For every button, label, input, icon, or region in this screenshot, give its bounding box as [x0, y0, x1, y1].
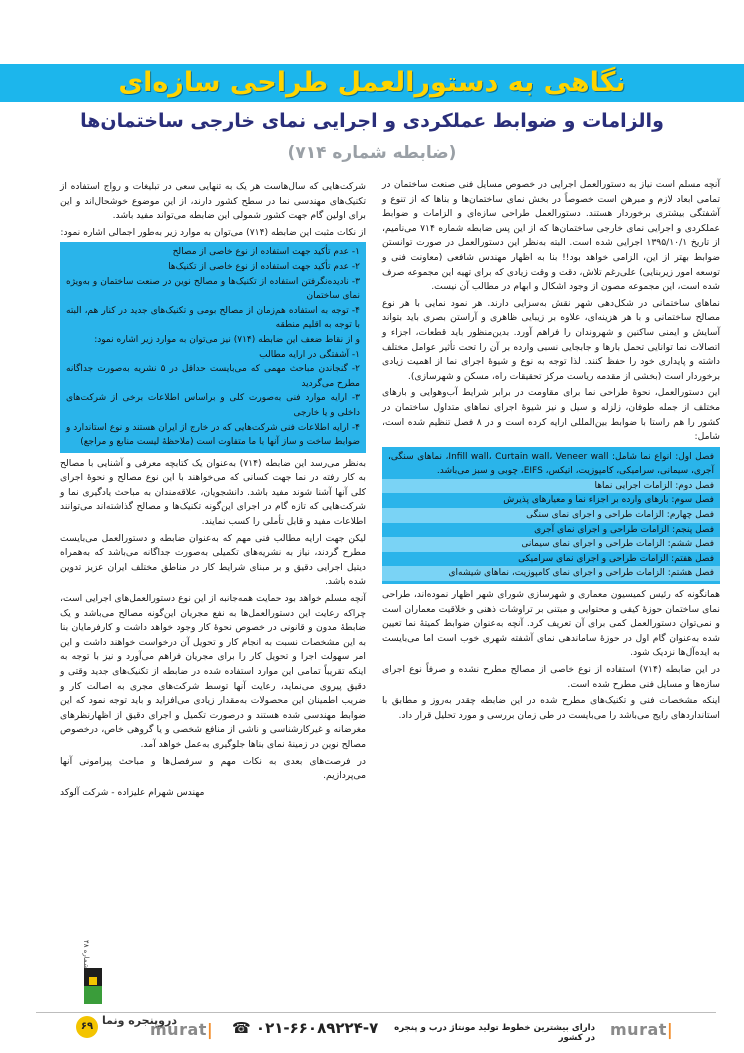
author-signature: مهندس شهرام علیزاده - شرکت آلوکد: [60, 786, 205, 798]
chapter-item: فصل اول: انواع نما شامل: Infill wall، Curtain wall، Veneer wall، نماهای سنگی، آجری، سیمانی، سرامیکی، کامپوزیت، اتیکس، EIFS، چوبی و سبز می‌باشد.: [388, 451, 714, 477]
footer-tagline: دارای بیشترین خطوط تولید مونتاژ درب و پنجره در کشور: [394, 1023, 595, 1043]
issue-label: شماره ۴۸: [82, 940, 90, 969]
positive-item: ۳- نادیده‌نگرفتن استفاده از تکنیک‌ها و مصالح نوین در صنعت ساختمان و به‌ویژه نمای ساختمان: [66, 276, 360, 302]
chapter-item: فصل دوم: الزامات اجرایی نماها: [382, 479, 720, 494]
phone-text: ۰۲۱-۶۶۰۸۹۲۲۴-۷: [255, 1019, 379, 1037]
logo-accent: |: [666, 1020, 674, 1039]
positive-item: ۱- عدم تأکید جهت استفاده از نوع خاصی از مصالح: [172, 247, 360, 258]
section-intro: و از نقاط ضعف این ضابطه (۷۱۴) نیز می‌توان به موارد زیر اشاره نمود:: [94, 334, 360, 345]
page-title: نگاهی به دستورالعمل طراحی سازه‌ای: [118, 67, 626, 98]
chapter-item: فصل پنجم: الزامات طراحی و اجرای نمای آجری: [534, 524, 714, 535]
paragraph: همانگونه که رئیس کمیسیون معماری و شهرسازی شورای شهر اظهار نموده‌اند، طراحی نمای ساختمان حوزهٔ کیفی و محتوایی و مبتنی بر تراوشات ذهنی و خلاقیت معماران است و نمی‌توان دستورالعمل کمی برای آن تعریف کرد. آنچه به‌عنوان ضوابط کمیتهٔ نما تعیین شده به‌عنوان گام اول در حوزهٔ ساماندهی نمای آشفته شهری خوب است اما می‌بایست به ایده‌آل‌ها نزدیک شود.: [382, 589, 720, 659]
paragraph: از نکات مثبت این ضابطه (۷۱۴) می‌توان به موارد زیر به‌طور اجمالی اشاره نمود:: [60, 226, 366, 238]
paragraph: این دستورالعمل، نحوهٔ طراحی نما برای مقاومت در برابر شرایط آب‌وهوایی و بارهای مختلف از جمله طوفان، زلزله و سیل و نیز شیوهٔ اجرای نماهای متداول ساختمان در کشور را هم راستا با ضوابط بین‌المللی ارایه کرده است و در ۸ فصل تنظیم شده است، شامل:: [382, 387, 720, 443]
pros-cons-box: [60, 242, 366, 452]
left-column: [60, 180, 366, 802]
phone-number: [232, 1019, 378, 1037]
page-number: ۶۹: [76, 1016, 98, 1038]
paragraph: در این ضابطه (۷۱۴) استفاده از نوع خاصی از مصالح مطرح نشده و صرفاً نوع اجرای سازه‌ها و مسایل فنی مطرح شده است.: [382, 664, 720, 690]
chapter-item: فصل چهارم: الزامات طراحی و اجرای نمای سنگی: [382, 508, 720, 523]
paragraph: شرکت‌هایی که سال‌هاست هر یک به تنهایی سعی در تبلیغات و رواج استفاده از تکنیک‌های مهندسی نما در سطح کشور دارند، از این موضوع خوشحال‌اند و این برای اولین گام جهت کشور شمولی این ضابطه می‌تواند مفید باشد.: [60, 181, 366, 222]
murat-logo: [610, 1020, 673, 1039]
paragraph: نماهای ساختمانی در شکل‌دهی شهر نقش به‌سزایی دارند. هر نمود نمایی با هر نوع مصالح ساختمانی و با هر هزینه‌ای، علاوه بر زیبایی ظاهری و آراستن بصری باید بتواند آسایش و ایمنی ساکنین و شهروندان را فراهم آورد. بدین‌منظور باید قطعات، اجزاء و اتصالات نما توانایی تحمل بارها و جابجایی نسبی وارده بر آن را تحت تأثیر عوامل مختلف داشته و پایداری خود را حفظ کنند. لذا توجه به نوع و شیوهٔ اجرای نما از اهمیت زیادی برخوردار است (بخشی از مقدمه ریاست مرکز تحقیقات راه، مسکن و شهرسازی).: [382, 297, 720, 382]
positive-item: ۲- عدم تأکید جهت استفاده از نوع خاصی از تکنیک‌ها: [168, 261, 360, 272]
chapters-box: [382, 447, 720, 584]
magazine-logo-icon: [84, 968, 102, 1014]
magazine-name: دروپنجره ونما: [102, 1014, 178, 1027]
negative-item: ۴- ارایه اطلاعات فنی شرکت‌هایی که در خارج از ایران هستند و نوع استاندارد و ضوابط ساخت و ساز آنها با ما متفاوت است (ملاحظهٔ لیست منابع و مراجع): [66, 422, 360, 448]
paragraph: لیکن جهت ارایه مطالب فنی مهم که به‌عنوان ضابطه و دستورالعمل می‌بایست مطرح گردند، نیاز به نشریه‌های تکمیلی به‌صورت جداگانه می‌باشد که به‌همراه دیتیل اجرایی دقیق و بر مبنای شرایط کار در مناطق مختلف ایران عزیز تدوین شده باشد.: [60, 532, 366, 588]
negative-item: ۱- آشفتگی در ارایه مطالب: [259, 349, 360, 360]
paragraph: آنچه مسلم خواهد بود حمایت همه‌جانبه از این نوع دستورالعمل‌های اجرایی است، چراکه رعایت این دستورالعمل‌ها به نفع مجریان این‌گونه مصالح می‌باشد و یک ضابطهٔ مدون و قانونی در خصوص نحوهٔ کار وجود خواهد داشت و کارفرمایان بنا به این مشخصات نسبت به انجام کار و تحویل آن درخواست خواهند داشت و این امر سهولت اجرا و تحویل کار را برای مجریان فراهم می‌آورد و نیز با توجه به اینکه تقریباً تمامی این موارد استفاده شده در ضابطه از تکنیک‌های جدید وقتی و دقیق پیروی می‌نماید، رعایت آنها توسط شرکت‌های مجری به اصالت کار و ضریب اطمینان این محصولات به‌مقدار زیادی می‌افزاید و باید توجه نمود که این ضوابط مهندسی شده هستند و درصورت تکمیل و اجرای دقیق از اظهارنظرهای مغرضانه و غیرکارشناسی و ناشی از منافع شخصی و یا گروهی خاص، درخصوص مصالح نوین در زمینهٔ نمای بناها جلوگیری به‌عمل خواهد آمد.: [60, 593, 366, 750]
paragraph: اینکه مشخصات فنی و تکنیک‌های مطرح شده در این ضابطه چقدر به‌روز و مطابق با استانداردهای رایج می‌باشد را می‌بایست در طی زمان بررسی و مورد تحلیل قرار داد.: [382, 695, 720, 721]
chapter-item: فصل هفتم: الزامات طراحی و اجرای نمای سرامیکی: [518, 553, 714, 564]
logo-text: murat: [610, 1020, 667, 1039]
paragraph: به‌نظر می‌رسد این ضابطه (۷۱۴) به‌عنوان یک کتابچه معرفی و آشنایی با مصالح به کار رفته در نما جهت کسانی که می‌خواهند با این نوع مصالح و نحوهٔ اجرای کلی آنها آشنا شوند مفید باشد. دانشجویان، علاقه‌مندان به مباحث یادگیری نما و شرکت‌هایی که تازه گام در اجرای این‌گونه تکنیک‌ها و مصالح گذاشته‌اند می‌توانند اطلاعات مفید و قابل تأملی را کسب نمایند.: [60, 457, 367, 528]
logo-text: murat: [150, 1020, 207, 1039]
paragraph: آنچه مسلم است نیاز به دستورالعمل اجرایی در خصوص مسایل فنی صنعت ساختمان در تمامی ابعاد لازم و مبرهن است خصوصاً در بخش نمای ساختمان‌ها و بناها که از تنوع و آشفتگی بیشتری برخوردار هستند. دستورالعمل طراحی سازه‌ای و الزامات و ضوابط عملکردی و اجرایی نمای خارجی ساختمان‌ها که از این پس ضابطه شماره ۷۱۴ می‌نامیم، از تاریخ ۱۳۹۵/۱۰/۱ اجرایی شده است. البته به‌نظر این دستورالعمل در صورت توانستن ضوابط بهتر از این، الزامی خواهد بود!! بنا به اظهار مهندس شافعی (معاونت فنی و توسعه امور زیربنایی) علی‌رغم تلاش، دقت و وقت زیادی که برای تهیه این مجموعه صرف شده است، این مجموعه مصون از وجود اشکال و ابهام در مطالب آن نیست.: [382, 179, 720, 293]
right-column: [382, 178, 720, 725]
chapter-item: فصل سوم: بارهای وارده بر اجزاء نما و معیارهای پذیرش: [503, 495, 714, 506]
logo-accent: |: [206, 1020, 214, 1039]
chapter-item: فصل هشتم: الزامات طراحی و اجرای نمای کامپوزیت، نماهای شیشه‌ای: [382, 566, 720, 581]
paragraph: در فرصت‌های بعدی به نکات مهم و سرفصل‌ها و مباحث پیرامونی آنها می‌پردازیم.: [60, 755, 366, 782]
phone-icon: ☎: [232, 1019, 251, 1037]
chapter-item: فصل ششم: الزامات طراحی و اجرای نمای سیمانی: [382, 537, 720, 552]
regulation-code: (ضابطه شماره ۷۱۴): [287, 143, 457, 163]
footer-divider: [36, 1012, 716, 1013]
negative-item: ۳- ارایه موارد فنی به‌صورت کلی و براساس اطلاعات برخی از شرکت‌های داخلی و یا خارجی: [66, 393, 360, 418]
negative-item: ۲- گنجاندن مباحث مهمی که می‌بایست حداقل در ۵ نشریه به‌صورت جداگانه مطرح می‌گردید: [66, 364, 360, 389]
positive-item: ۴- توجه به استفاده هم‌زمان از مصالح بومی و تکنیک‌های جدید در کنار هم، البته با توجه به اقلیم منطقه: [66, 305, 360, 331]
page-subtitle: والزامات و ضوابط عملکردی و اجرایی نمای خارجی ساختمان‌ها: [80, 110, 664, 132]
